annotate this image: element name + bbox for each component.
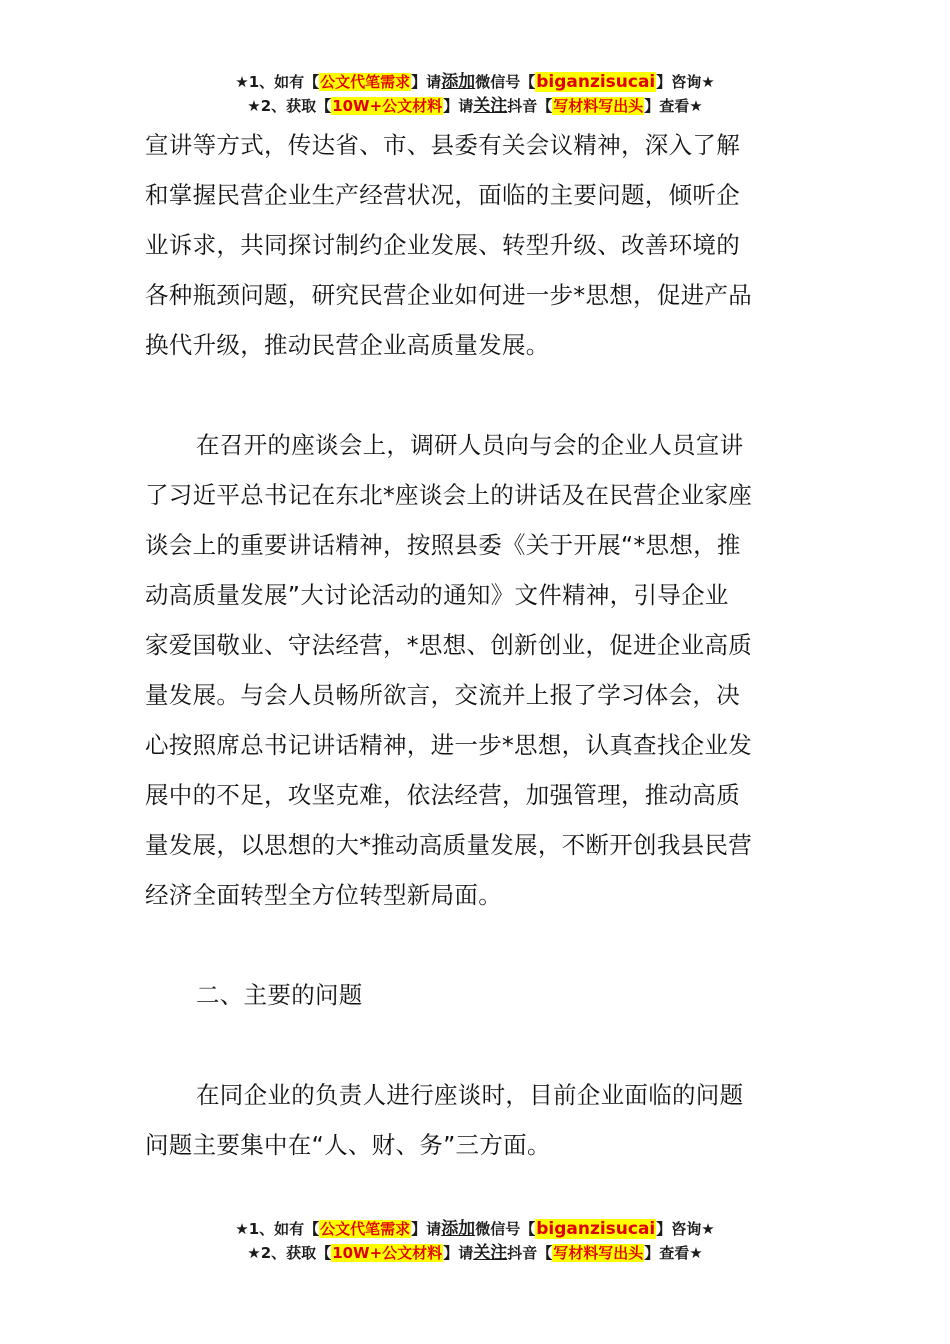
- banner-underline-text: 添加: [441, 1219, 476, 1239]
- text-line: 经济全面转型全方位转型新局面。: [145, 881, 502, 909]
- text-line: 在召开的座谈会上，调研人员向与会的企业人员宣讲: [196, 431, 744, 459]
- banner-highlight-service: 公文代笔需求: [320, 1220, 411, 1238]
- text-line: 业诉求，共同探讨制约企业发展、转型升级、改善环境的: [145, 231, 740, 259]
- banner-text: ★2、获取【: [247, 1244, 332, 1262]
- section-heading-2: [145, 970, 810, 1020]
- banner-text: 】查看★: [644, 1244, 703, 1262]
- paragraph-gap: [145, 920, 810, 970]
- banner-text: 微信号【: [475, 73, 536, 91]
- banner-line-2: [0, 1241, 950, 1265]
- banner-text: 】咨询★: [656, 73, 715, 91]
- text-line: 展中的不足，攻坚克难，依法经营，加强管理，推动高质: [145, 781, 740, 809]
- banner-text: 】请: [443, 1244, 474, 1262]
- banner-highlight-douyin: 写材料写出头: [553, 1244, 644, 1262]
- document-body: [145, 120, 810, 1170]
- banner-text: 抖音【: [507, 97, 553, 115]
- text-line: 动高质量发展”大讨论活动的通知》文件精神，引导企业: [145, 581, 729, 609]
- text-line: 家爱国敬业、守法经营，*思想、创新创业，促进企业高质: [145, 631, 753, 659]
- banner-highlight-wechat: biganzisucai: [536, 1219, 656, 1239]
- banner-text: 】请: [411, 1220, 442, 1238]
- banner-highlight-materials: 10W+公文材料: [332, 1244, 443, 1262]
- paragraph-gap: [145, 370, 810, 420]
- paragraph-1: [145, 120, 810, 370]
- banner-highlight-service: 公文代笔需求: [320, 73, 411, 91]
- paragraph-2: [145, 420, 810, 920]
- banner-highlight-douyin: 写材料写出头: [553, 97, 644, 115]
- banner-highlight-materials: 10W+公文材料: [332, 97, 443, 115]
- text-line: 宣讲等方式，传达省、市、县委有关会议精神，深入了解: [145, 131, 740, 159]
- banner-underline-text: 关注: [473, 96, 508, 116]
- banner-text: 】请: [443, 97, 474, 115]
- footer-banner: [0, 1217, 950, 1265]
- banner-line-1: [0, 1217, 950, 1241]
- text-line: 换代升级，推动民营企业高质量发展。: [145, 331, 550, 359]
- text-line: 问题主要集中在“人、财、务”三方面。: [145, 1131, 551, 1159]
- paragraph-gap: [145, 1020, 810, 1070]
- text-line: 量发展，以思想的大*推动高质量发展，不断开创我县民营: [145, 831, 753, 859]
- banner-text: 】查看★: [644, 97, 703, 115]
- banner-text: 】请: [411, 73, 442, 91]
- banner-text: 微信号【: [475, 1220, 536, 1238]
- banner-text: ★1、如有【: [235, 73, 320, 91]
- heading-text: 二、主要的问题: [196, 981, 363, 1009]
- text-line: 心按照席总书记讲话精神，进一步*思想，认真查找企业发: [145, 731, 753, 759]
- banner-text: ★1、如有【: [235, 1220, 320, 1238]
- text-line: 在同企业的负责人进行座谈时，目前企业面临的问题: [196, 1081, 744, 1109]
- text-line: 了习近平总书记在东北*座谈会上的讲话及在民营企业家座: [145, 481, 753, 509]
- text-line: 量发展。与会人员畅所欲言，交流并上报了学习体会，决: [145, 681, 740, 709]
- banner-underline-text: 添加: [441, 72, 476, 92]
- banner-underline-text: 关注: [473, 1243, 508, 1263]
- banner-highlight-wechat: biganzisucai: [536, 72, 656, 92]
- text-line: 和掌握民营企业生产经营状况，面临的主要问题，倾听企: [145, 181, 740, 209]
- banner-text: 】咨询★: [656, 1220, 715, 1238]
- banner-line-1: [0, 70, 950, 94]
- banner-text: ★2、获取【: [247, 97, 332, 115]
- header-banner: [0, 70, 950, 118]
- banner-line-2: [0, 94, 950, 118]
- text-line: 各种瓶颈问题，研究民营企业如何进一步*思想，促进产品: [145, 281, 753, 309]
- text-line: 谈会上的重要讲话精神，按照县委《关于开展“*思想，推: [145, 531, 741, 559]
- banner-text: 抖音【: [507, 1244, 553, 1262]
- paragraph-3: [145, 1070, 810, 1170]
